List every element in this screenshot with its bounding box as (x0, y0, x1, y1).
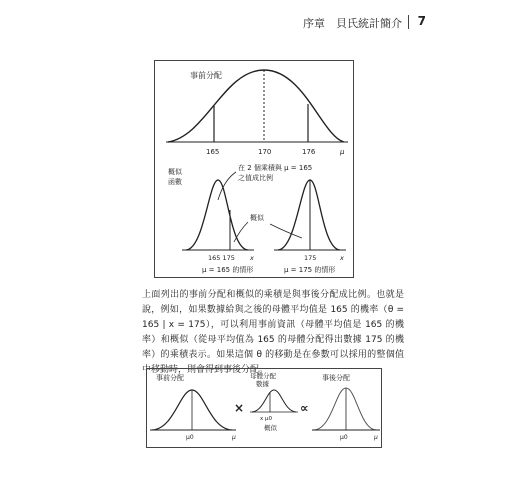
likelihood-arrow-left (234, 222, 248, 242)
left-axis-symbol: x (250, 254, 254, 262)
likelihood-curve-left (186, 180, 248, 250)
tick-165: 165 (206, 148, 220, 156)
caption-mu-175: μ = 175 的情形 (284, 266, 336, 274)
likelihood-curve-right (278, 180, 340, 250)
likelihood-label: 概似 (250, 214, 264, 222)
page-number: 7 (417, 14, 426, 28)
fig2-prior-axis-symbol: μ (232, 434, 236, 441)
fig2-posterior-curve (314, 388, 376, 430)
tick-176: 176 (302, 148, 316, 156)
annotation-line-2: 之值成比例 (238, 174, 273, 182)
tick-170: 170 (258, 148, 272, 156)
bayes-figure-2 (146, 368, 382, 448)
fig2-posterior-title: 事後分配 (322, 374, 350, 382)
prior-axis-symbol: μ (340, 148, 345, 156)
times-symbol: × (234, 401, 245, 415)
fig2-prior-title: 事前分配 (156, 374, 184, 382)
fig2-pop-curve (252, 390, 296, 412)
likelihood-function-label-1: 概似 (168, 168, 182, 176)
fig2-likelihood-label: 概似 (264, 424, 277, 432)
header-separator (408, 15, 409, 29)
chapter-title: 序章 貝氏統計簡介 (303, 17, 402, 30)
likelihood-function-label-2: 函數 (168, 178, 182, 186)
fig2-pop-title-2: 數據 (256, 380, 269, 388)
fig2-pop-title-1: 母體分配 (250, 372, 276, 380)
fig2-posterior-axis-symbol: μ (374, 434, 378, 441)
page-header (0, 0, 520, 40)
right-axis-symbol: x (340, 254, 344, 262)
body-paragraph: 上面列出的事前分配和概似的乘積是與事後分配成比例。也就是說，例如，如果數據給與之後的母體平均值是 165 的機率（θ = 165 | x = 175），可以利用事前資訊（母體平均值是 165 的機率）和概似（從母平均值為 165 的母體分配得出數據 175 的機率）的乘積表示。如果這個 θ 的移動是在參數可以採用的整個值中移動時，則會得到事後分配。 (142, 290, 404, 375)
bayes-figure-1 (154, 60, 354, 278)
likelihood-arrow-right (270, 224, 302, 238)
fig2-posterior-tick: μ0 (340, 434, 348, 441)
right-tick-175: 175 (304, 254, 317, 262)
fig2-pop-ticks: x μ0 (260, 416, 273, 422)
caption-mu-165: μ = 165 的情形 (202, 266, 254, 274)
annotation-line-1: 在 2 個乘積與 μ = 165 (238, 164, 313, 172)
left-ticks: 165 175 (208, 254, 235, 262)
proportional-symbol: ∝ (300, 401, 309, 415)
fig2-prior-tick: μ0 (186, 434, 194, 441)
prior-curve (168, 70, 344, 142)
annotation-arrow (218, 172, 236, 200)
prior-distribution-title: 事前分配 (190, 71, 222, 80)
